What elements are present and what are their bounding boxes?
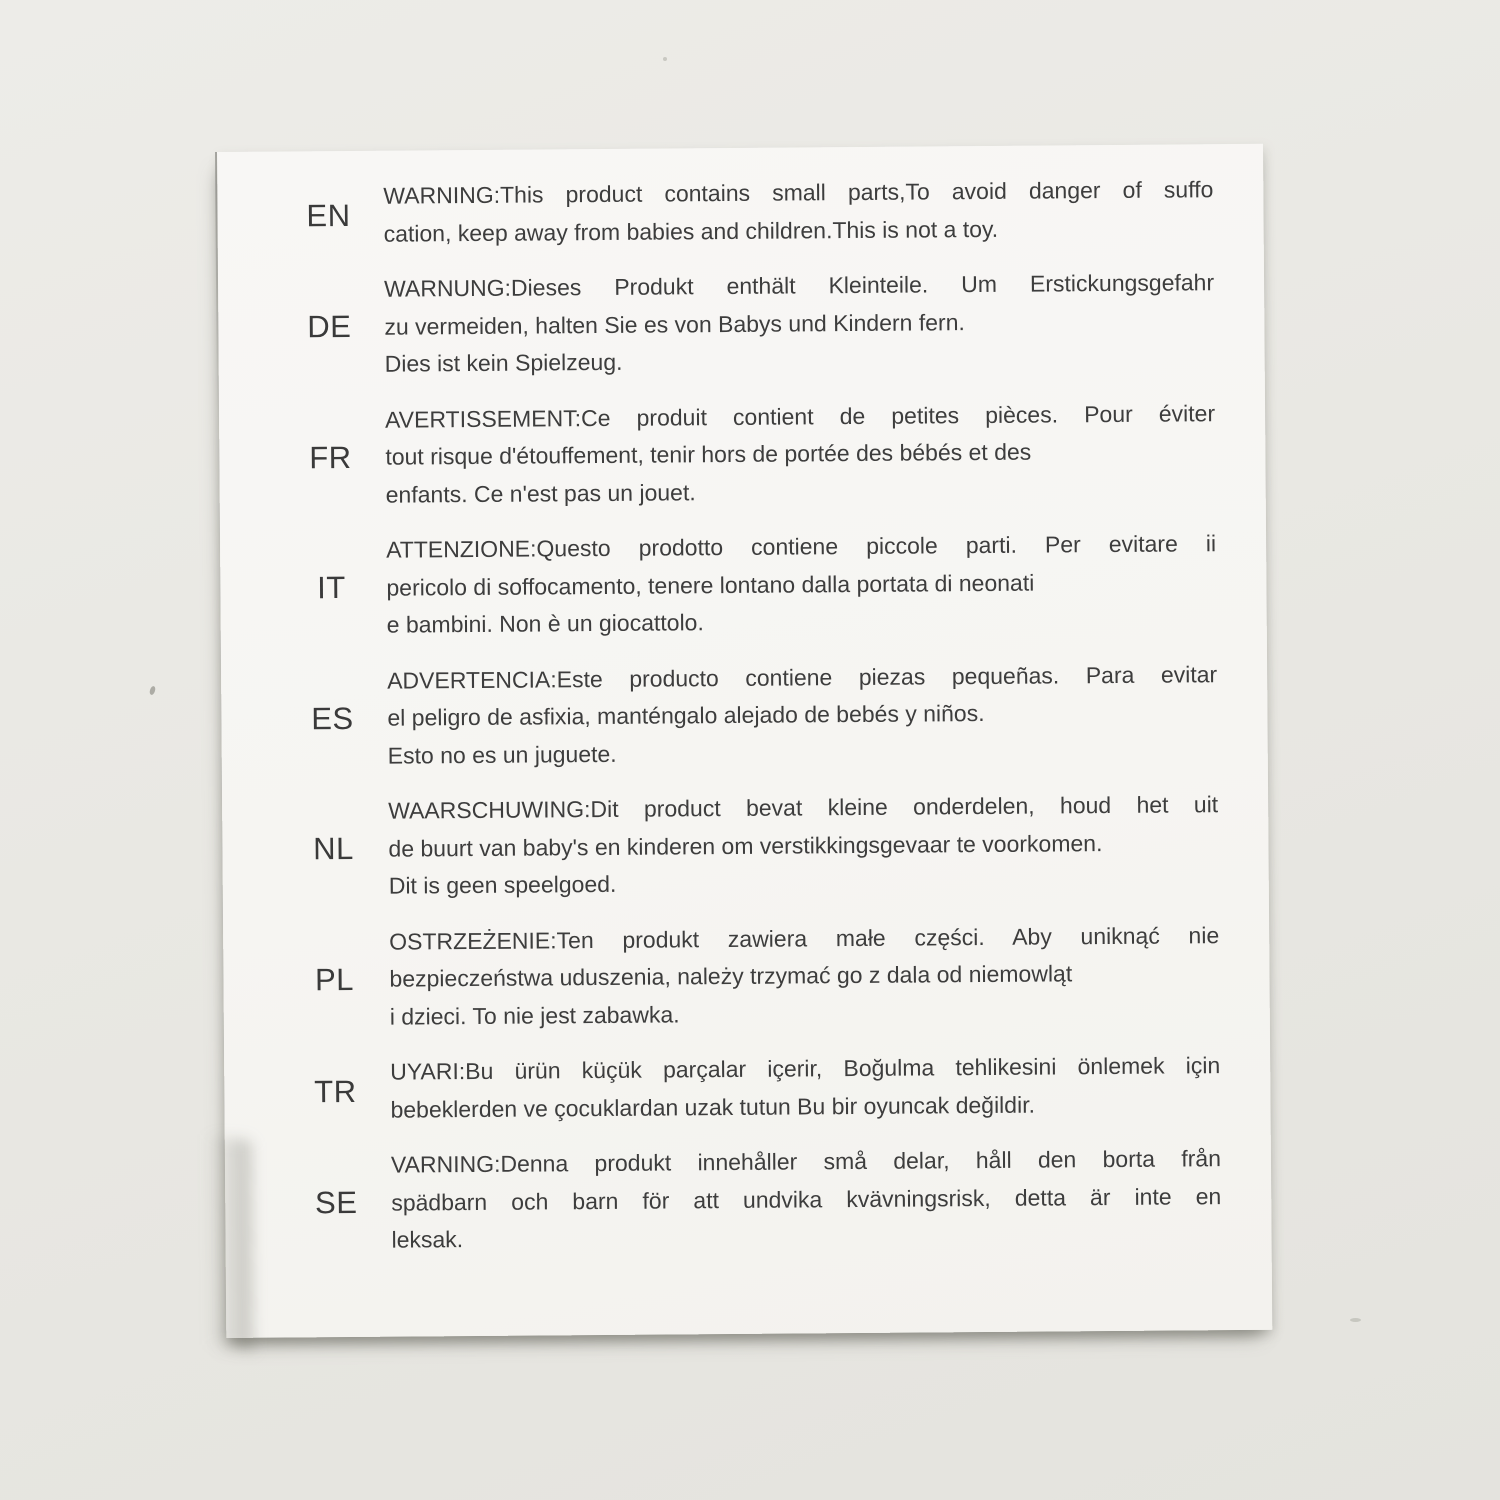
warning-text-de	[384, 264, 1215, 383]
lang-code-tr: TR	[314, 1073, 357, 1109]
dust-speck	[1350, 1318, 1361, 1322]
lang-code-pl: PL	[314, 961, 355, 998]
warning-text-tr	[390, 1047, 1221, 1129]
warning-text-se	[391, 1140, 1222, 1259]
warning-line: zu vermeiden, halten Sie es von Babys und Kindern fern.	[384, 308, 965, 340]
warning-line: cation, keep away from babies and children.This is not a toy.	[383, 215, 999, 247]
lang-code-se: SE	[314, 1185, 358, 1221]
lang-block-se	[225, 1140, 1272, 1261]
warning-line: ADVERTENCIA:Este producto contiene piezas pequeñas. Para evitar	[387, 660, 1218, 694]
warning-text-it	[386, 525, 1217, 644]
warning-line: spädbarn och barn för att undvika kvävningsrisk, detta är inte en	[391, 1182, 1222, 1216]
lang-code-de: DE	[307, 309, 352, 345]
warning-line: WARNING:This product contains small parts,To avoid danger of suffo	[383, 176, 1214, 209]
lang-block-en	[217, 171, 1264, 254]
warning-line: Dies ist kein Spielzeug.	[384, 348, 623, 377]
lang-code-fr: FR	[309, 439, 352, 476]
warning-text-nl	[388, 786, 1219, 905]
lang-code-nl: NL	[313, 831, 354, 867]
lang-code-en: EN	[306, 197, 351, 233]
warning-line: enfants. Ce n'est pas un jouet.	[385, 478, 696, 508]
warning-line: VARNING:Denna produkt innehåller små delar, håll den borta från	[390, 1145, 1222, 1178]
warning-line: e bambini. Non è un giocattolo.	[386, 609, 704, 638]
warning-line: i dzieci. To nie jest zabawka.	[389, 1000, 680, 1030]
warning-line: UYARI:Bu ürün küçük parçalar içerir, Boğulma tehlikesini önlemek için	[390, 1052, 1221, 1085]
dust-speck	[663, 57, 667, 61]
lang-block-de	[218, 264, 1265, 385]
warning-text-en	[383, 171, 1214, 253]
warning-line: bezpieczeństwa uduszenia, należy trzymać go z dala od niemowląt	[389, 960, 1073, 992]
warning-line: el peligro de asfixia, manténgalo alejado de bebés y niños.	[387, 699, 985, 731]
warning-line: AVERTISSEMENT:Ce produit contient de petites pièces. Pour éviter	[385, 399, 1216, 433]
warning-line: WARNUNG:Dieses Produkt enthält Kleinteile. Um Erstickungsgefahr	[383, 269, 1215, 302]
warning-line: ATTENZIONE:Questo prodotto contiene piccole parti. Per evitare ii	[386, 530, 1217, 563]
lang-block-fr	[219, 394, 1266, 515]
warning-line: bebeklerden ve çocuklardan uzak tutun Bu bir oyuncak değildir.	[390, 1091, 1036, 1123]
warning-line: Dit is geen speelgoed.	[388, 870, 617, 899]
warning-text-pl	[389, 917, 1220, 1036]
warning-line: tout risque d'étouffement, tenir hors de portée des bébés et des	[385, 438, 1032, 470]
warning-line: OSTRZEŻENIE:Ten produkt zawiera małe części. Aby uniknąć nie	[389, 921, 1220, 955]
warning-line: pericolo di soffocamento, tenere lontano dalla portata di neonati	[386, 569, 1035, 601]
warning-label-sheet	[217, 144, 1272, 1338]
warning-text-fr	[385, 395, 1216, 514]
dust-speck	[149, 685, 157, 695]
warning-line: leksak.	[391, 1226, 464, 1253]
lang-block-it	[220, 525, 1267, 646]
warning-line: Esto no es un juguete.	[387, 740, 617, 769]
warning-line: WAARSCHUWING:Dit product bevat kleine onderdelen, houd het uit	[388, 791, 1219, 824]
warning-line: de buurt van baby's en kinderen om verstikkingsgevaar te voorkomen.	[388, 829, 1103, 862]
lang-block-es	[221, 655, 1268, 776]
lang-code-es: ES	[311, 700, 354, 737]
lang-code-it: IT	[317, 570, 346, 606]
lang-block-tr	[224, 1047, 1271, 1130]
lang-block-pl	[223, 916, 1270, 1037]
warning-text-es	[387, 656, 1218, 775]
lang-block-nl	[222, 786, 1269, 907]
